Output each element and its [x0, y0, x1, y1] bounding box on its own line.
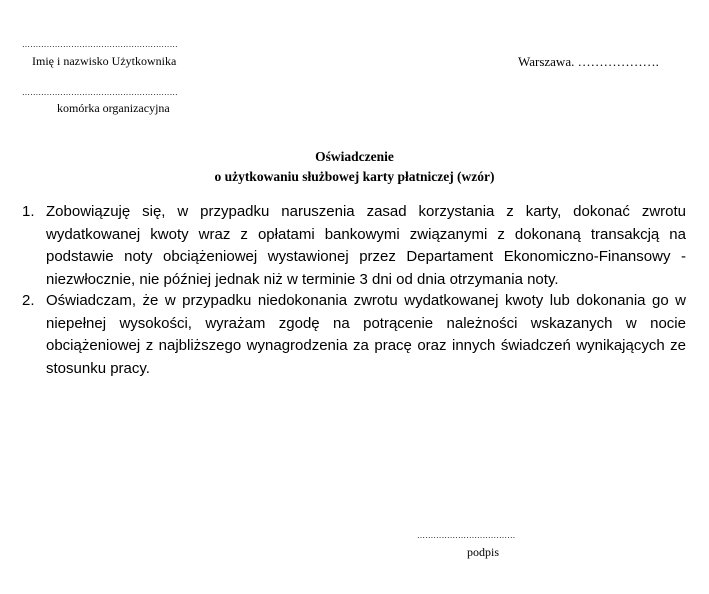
signature-dotted-line: ………………………………: [417, 531, 516, 540]
statement-item-number: 1.: [22, 203, 35, 220]
document-subtitle: o użytkowaniu służbowej karty płatniczej (wzór): [214, 169, 495, 184]
user-name-dotted-line: …………………………………………………: [22, 40, 178, 49]
signature-label: podpis: [467, 545, 500, 559]
place-date-line: Warszawa. ……………….: [518, 54, 659, 69]
org-unit-label: komórka organizacyjna: [57, 101, 170, 115]
statement-item-2: [22, 290, 686, 380]
statement-item-number: 2.: [22, 292, 35, 309]
document-title: Oświadczenie: [315, 149, 394, 164]
user-name-label: Imię i nazwisko Użytkownika: [32, 54, 177, 68]
statement-item-text: Oświadczam, że w przypadku niedokonania zwrotu wydatkowanej kwoty lub dokonania go w niepełnej wysokości, wyrażam zgodę na potrącenie należności wskazanych w nocie obciążeniowej z najbliższego wynagrodzenia za pracę oraz innych świadczeń wynikających ze stosunku pracy.: [46, 292, 686, 377]
org-unit-dotted-line: …………………………………………………: [22, 88, 178, 97]
statement-item-text: Zobowiązuję się, w przypadku naruszenia zasad korzystania z karty, dokonać zwrotu wydatkowanej kwoty wraz z opłatami bankowymi związanymi z dokonaną transakcją na podstawie noty obciążeniowej wystawionej przez Departament Ekonomiczno-Finansowy - niezwłocznie, nie później jednak niż w terminie 3 dni od dnia otrzymania noty.: [46, 203, 686, 288]
statement-item-1: [22, 201, 686, 291]
